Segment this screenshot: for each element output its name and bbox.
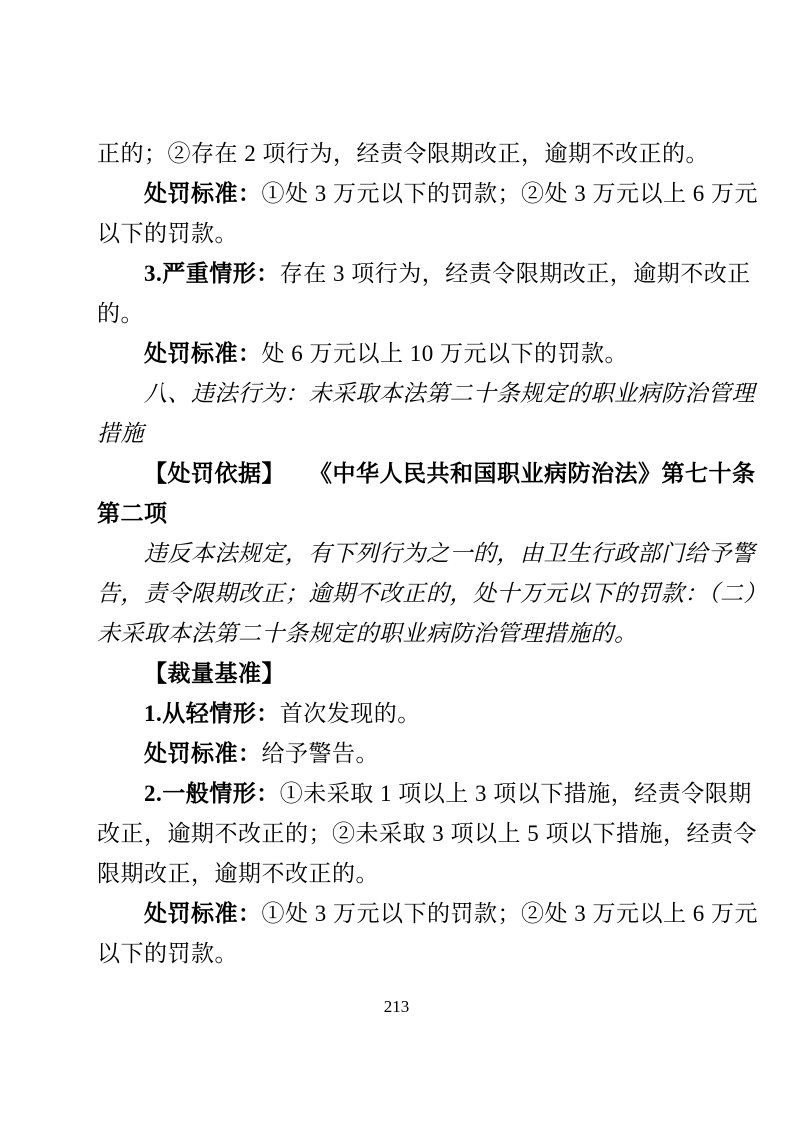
text-line [97, 574, 767, 614]
text-run: 首次发现的。 [279, 701, 421, 726]
text-line [97, 654, 709, 694]
text-run: 未采取本法第二十条规定的职业病防治管理措施的。 [97, 621, 638, 646]
text-line [97, 254, 751, 294]
text-line [97, 294, 709, 334]
text-run: 【处罚依据】 [144, 461, 274, 486]
text-run: 处罚标准： [144, 741, 262, 766]
text-line [97, 694, 709, 734]
text-line [97, 894, 758, 934]
text-run: 存在 3 项行为，经责令限期改正，逾期不改正 [279, 261, 751, 286]
text-run: 正的；②存在 2 项行为，经责令限期改正，逾期不改正的。 [97, 141, 709, 166]
text-run: 处 6 万元以上 10 万元以下的罚款。 [261, 341, 628, 366]
text-run: 处罚标准： [144, 341, 262, 366]
text-run: 3.严重情形： [144, 261, 280, 286]
text-run: ①处 3 万元以下的罚款；②处 3 万元以上 6 万元 [261, 181, 758, 206]
text-run: 限期改正，逾期不改正的。 [97, 861, 379, 886]
text-line [97, 414, 709, 454]
text-line [97, 174, 758, 214]
text-run: 处罚标准： [144, 901, 262, 926]
text-line [97, 214, 709, 254]
text-line [97, 734, 709, 774]
text-run: 第二项 [97, 501, 168, 526]
text-line [97, 614, 709, 654]
text-line [97, 774, 752, 814]
text-line [97, 934, 709, 974]
text-run: ①未采取 1 项以上 3 项以下措施，经责令限期 [279, 781, 752, 806]
text-run: 告，责令限期改正；逾期不改正的，处十万元以下的罚款：（二） [97, 581, 767, 606]
text-run: 处罚标准： [144, 181, 262, 206]
page-number: 213 [383, 997, 410, 1016]
text-run: 以下的罚款。 [97, 941, 238, 966]
text-run: 2.一般情形： [144, 781, 280, 806]
text-run: 改正，逾期不改正的；②未采取 3 项以上 5 项以下措施，经责令 [97, 821, 757, 846]
page-footer [0, 997, 793, 1017]
text-run: 八、违法行为：未采取本法第二十条规定的职业病防治管理 [144, 381, 755, 406]
text-line [97, 534, 755, 574]
document-body [97, 134, 767, 974]
text-line [97, 854, 709, 894]
text-run: 以下的罚款。 [97, 221, 238, 246]
text-line [97, 454, 756, 494]
text-run: 措施 [97, 421, 144, 446]
text-run: 《中华人民共和国职业病防治法》第七十条 [273, 461, 756, 486]
text-line [97, 494, 709, 534]
text-line [97, 814, 757, 854]
text-line [97, 334, 709, 374]
text-line [97, 374, 755, 414]
text-run: 给予警告。 [261, 741, 379, 766]
text-run: 的。 [97, 301, 144, 326]
text-run: 1.从轻情形： [144, 701, 280, 726]
text-line [97, 134, 709, 174]
text-run: 违反本法规定，有下列行为之一的，由卫生行政部门给予警 [144, 541, 755, 566]
text-run: 【裁量基准】 [144, 661, 285, 686]
text-run: ①处 3 万元以下的罚款；②处 3 万元以上 6 万元 [261, 901, 758, 926]
